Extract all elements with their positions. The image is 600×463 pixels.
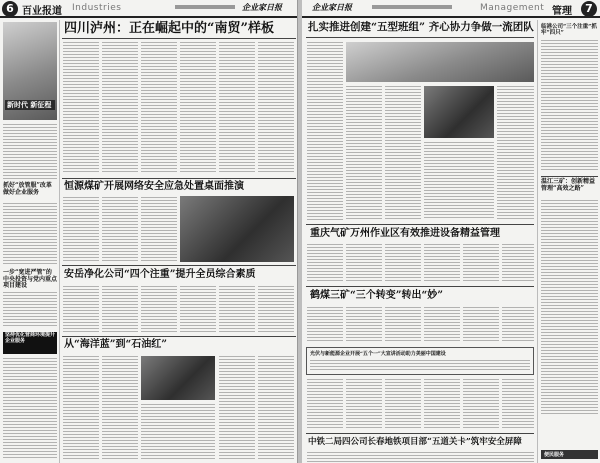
oil-photo bbox=[141, 356, 215, 400]
workers-photo bbox=[346, 42, 534, 82]
anhui-headline: 安岳净化公司“四个注重”提升全员综合素质 bbox=[64, 269, 256, 280]
right-page-number: 7 bbox=[581, 1, 597, 17]
sidebar-photo-caption: 新时代 新征程 bbox=[5, 100, 55, 110]
top-headline: 扎实推进创建“五型班组” 齐心协力争做一流团队 bbox=[308, 21, 534, 33]
left-page bbox=[0, 0, 298, 463]
blue-headline: 从“海洋蓝”到“石油红” bbox=[64, 339, 168, 350]
hebi-headline: 鹤煤三矿“三个转变”转出“妙” bbox=[310, 290, 444, 301]
right-section-title: 管理 bbox=[552, 6, 572, 17]
right-masthead: 企业家日报 bbox=[312, 3, 352, 12]
left-page-header bbox=[0, 0, 297, 18]
left-masthead: 企业家日报 bbox=[242, 3, 282, 12]
right-page bbox=[302, 0, 600, 463]
sidebar-headline-3: 坚持优化营商环境提升企业服务 bbox=[3, 332, 57, 354]
service-ad-bar: 便民服务 bbox=[541, 450, 598, 459]
right-page-header bbox=[302, 0, 600, 18]
bottom-headline: 中铁二局四公司长春地铁项目部“五道关卡”筑牢安全屏障 bbox=[308, 437, 522, 447]
coal-headline: 恒源煤矿开展网络安全应急处置桌面推演 bbox=[64, 181, 244, 192]
right-sidebar-headline-1: 临港公司“三个注重”抓牢“四只” bbox=[541, 24, 597, 37]
left-section-title: 百业报道 bbox=[22, 6, 62, 17]
right-sidebar-headline-2: 温江三矿：创新精益管理“高效之路” bbox=[541, 176, 598, 192]
sidebar-headline-2: 一步“宽进严管”的中央投资与党内重点项目建设 bbox=[3, 269, 58, 290]
boxed-headline: 光伏与新能源企业开展“五个一”大宣讲活动助力美丽中国建设 bbox=[310, 351, 446, 357]
coal-photo bbox=[180, 196, 294, 262]
sidebar-headline-1: 抓好“放管服”改革 做好企业服务 bbox=[3, 182, 52, 196]
main-headline: 四川泸州：正在崛起中的“南贸”样板 bbox=[64, 21, 274, 36]
left-section-english: Industries bbox=[72, 3, 122, 13]
right-section-english: Management bbox=[480, 3, 545, 13]
boxed-item bbox=[306, 347, 534, 375]
team-photo bbox=[424, 86, 494, 138]
gas-headline: 重庆气矿万州作业区有效推进设备精益管理 bbox=[310, 228, 500, 239]
left-page-number: 6 bbox=[2, 1, 18, 17]
